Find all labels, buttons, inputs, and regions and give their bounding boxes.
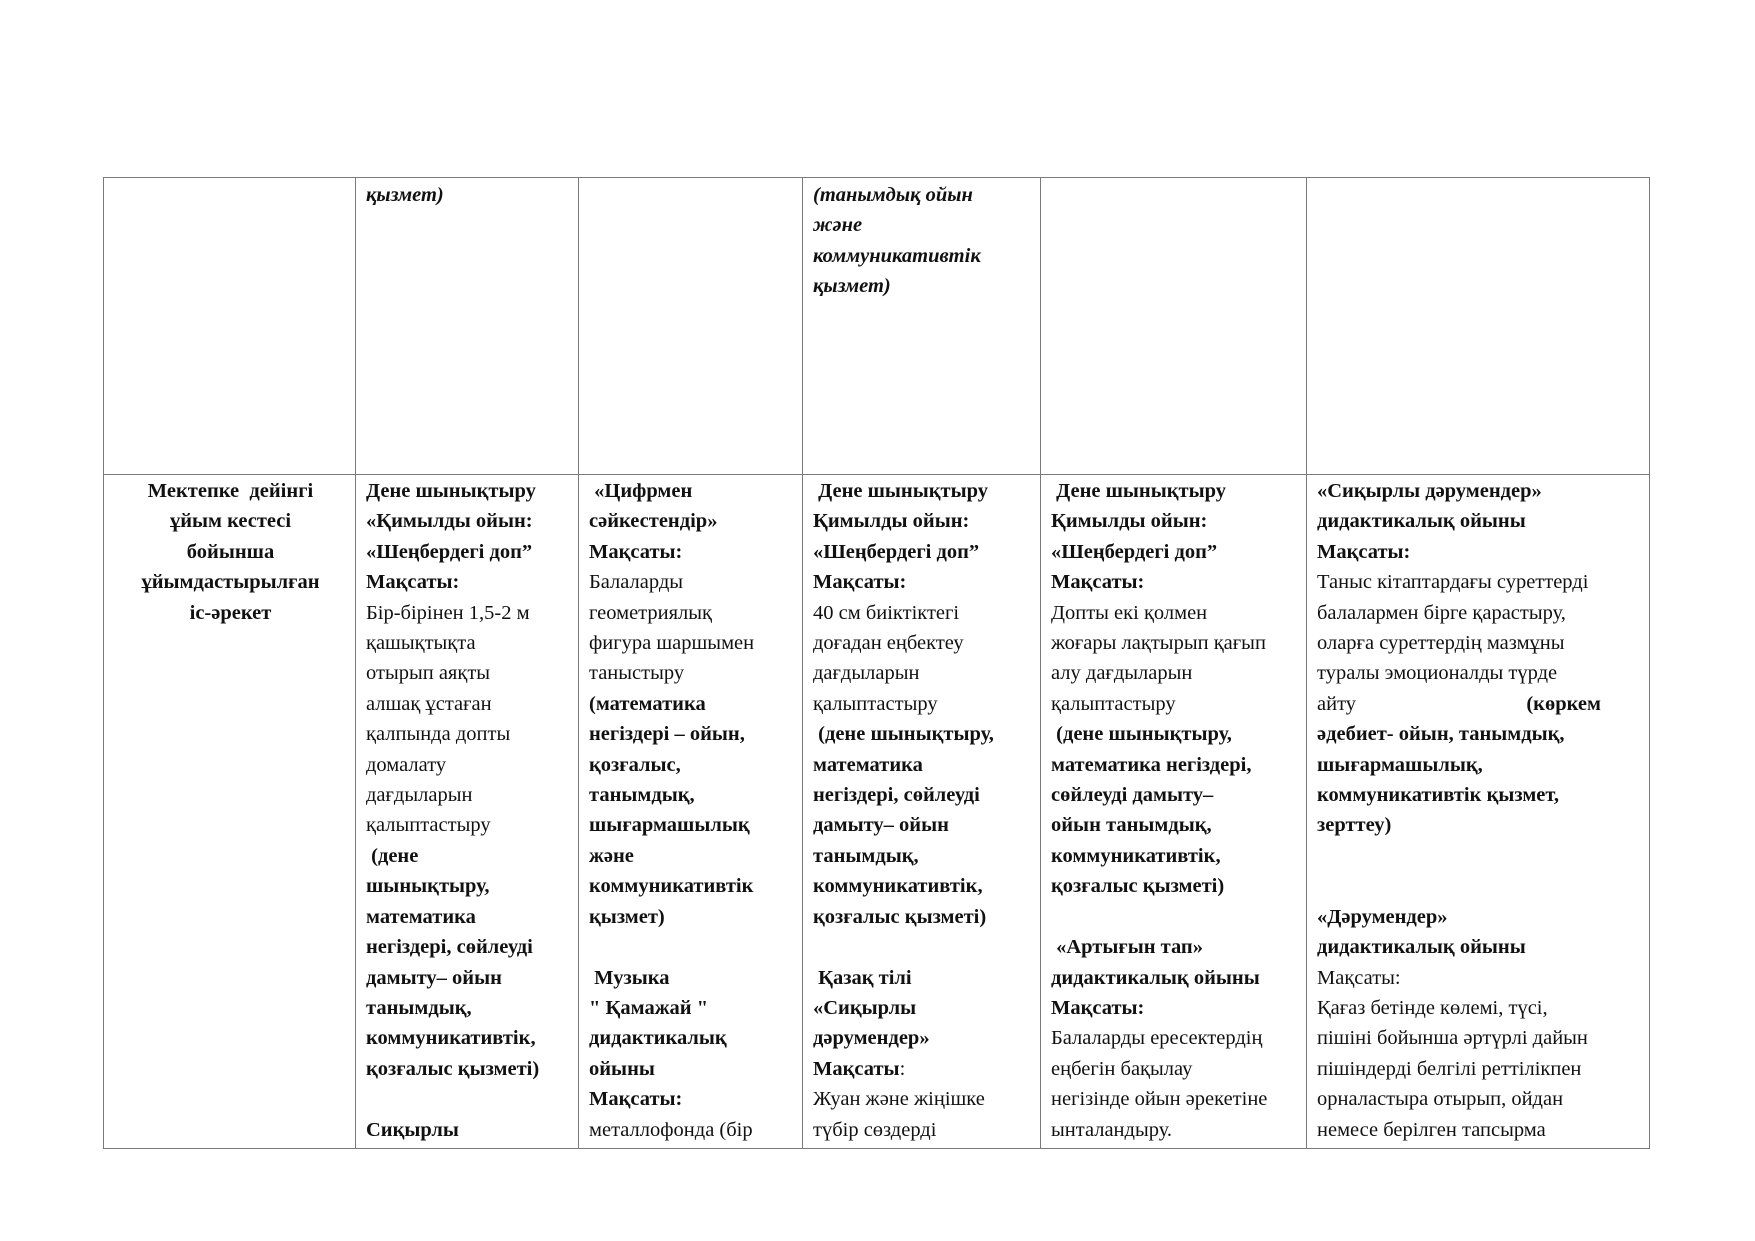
- cell-line: (танымдық ойын: [813, 184, 973, 206]
- cell-line: зерттеу): [1317, 814, 1392, 837]
- cell-line: Сиқырлы: [366, 1118, 459, 1141]
- row1-col6-cell: [1307, 178, 1650, 475]
- cell-line: және: [589, 844, 634, 867]
- cell-line: Жуан және жіңішке: [813, 1088, 985, 1111]
- cell-line: танымдық,: [813, 844, 919, 867]
- cell-line: таныстыру: [589, 662, 685, 685]
- cell-line: «Сиқырлы: [813, 996, 917, 1019]
- row1-col4-cell: [803, 178, 1041, 475]
- cell-line: (математика: [589, 692, 706, 715]
- cell-line: (дене: [366, 844, 419, 867]
- cell-line: дидактикалық ойыны: [1051, 966, 1260, 989]
- cell-line: негіздері, сөйлеуді: [813, 784, 980, 807]
- cell-line: математика: [813, 753, 923, 776]
- cell-line: дағдыларын: [366, 784, 473, 807]
- cell-line: іс-әрекет: [189, 601, 272, 624]
- cell-line: қозғалыс қызметі): [1051, 875, 1225, 898]
- cell-line: оларға суреттердің мазмұны: [1317, 632, 1565, 655]
- cell-line: (дене шынықтыру,: [1051, 723, 1232, 746]
- cell-line: коммуникативтік: [589, 875, 754, 898]
- blank-line: [1051, 902, 1298, 932]
- cell-line: шығармашылық: [589, 814, 750, 837]
- row1-col3-cell: [579, 178, 803, 475]
- cell-line: ұйымдастырылған: [141, 571, 320, 594]
- cell-line: түбір сөздерді: [813, 1118, 937, 1141]
- goal-colon: :: [899, 1057, 906, 1080]
- cell-line: қалпында допты: [366, 723, 511, 746]
- cell-line: ойын танымдық,: [1051, 814, 1212, 837]
- cell-line: жоғары лақтырып қағып: [1051, 632, 1266, 655]
- cell-line: Мақсаты:: [366, 571, 460, 594]
- goal-label: Мақсаты: [813, 1057, 900, 1080]
- cell-line: отырып аяқты: [366, 662, 491, 685]
- table-row: [104, 475, 1650, 1149]
- cell-line: сәйкестендір»: [589, 510, 718, 533]
- cell-line: Мақсаты:: [1317, 540, 1411, 563]
- goal-line: [813, 1054, 1032, 1084]
- cell-line: математика негіздері,: [1051, 753, 1252, 776]
- cell-line: негіздері, сөйлеуді: [366, 936, 533, 959]
- cell-line: бойынша: [186, 540, 275, 563]
- cell-line: «Шеңбердегі доп”: [813, 540, 980, 563]
- cell-line: сөйлеуді дамыту–: [1051, 784, 1214, 807]
- cell-line: дамыту– ойын: [813, 814, 949, 837]
- cell-line: қызмет): [813, 275, 891, 298]
- cell-line: «Қимылды ойын:: [366, 510, 533, 533]
- cell-line: Бір-бірінен 1,5-2 м: [366, 601, 530, 624]
- cell-line: алшақ ұстаған: [366, 692, 492, 715]
- cell-line: дамыту– ойын: [366, 966, 502, 989]
- cell-text: (көркем: [1526, 692, 1601, 715]
- cell-line: еңбегін бақылау: [1051, 1057, 1193, 1080]
- cell-line: орналастыра отырып, ойдан: [1317, 1088, 1564, 1111]
- cell-line: танымдық,: [366, 996, 472, 1019]
- cell-line: ұйым кестесі: [169, 510, 292, 533]
- cell-line: шығармашылық,: [1317, 753, 1483, 776]
- cell-line: қызмет): [366, 184, 444, 206]
- cell-line: Балаларды ересектердің: [1051, 1027, 1263, 1050]
- cell-line: Мақсаты:: [589, 1088, 683, 1111]
- cell-line: Дене шынықтыру: [366, 480, 536, 502]
- cell-line: әдебиет- ойын, танымдық,: [1317, 723, 1565, 746]
- cell-line: пішіндерді белгілі реттілікпен: [1317, 1057, 1582, 1080]
- cell-line: «Цифрмен: [589, 480, 693, 502]
- cell-line: Қимылды ойын:: [813, 510, 970, 533]
- cell-line: «Шеңбердегі доп”: [366, 540, 533, 563]
- cell-line: Мектепке дейінгі: [147, 480, 314, 502]
- cell-line: туралы эмоционалды түрде: [1317, 662, 1558, 685]
- cell-line: Қағаз бетінде көлемі, түсі,: [1317, 996, 1548, 1019]
- cell-line: Мақсаты:: [1051, 571, 1145, 594]
- cell-line: металлофонда (бір: [589, 1118, 753, 1141]
- cell-line: негіздері – ойын,: [589, 723, 745, 746]
- cell-line: дәрумендер»: [813, 1027, 930, 1050]
- cell-line: 40 см биіктіктегі: [813, 601, 960, 624]
- row1-col5-cell: [1041, 178, 1307, 475]
- cell-line: қалыптастыру: [366, 814, 491, 837]
- cell-line: шынықтыру,: [366, 875, 490, 898]
- wednesday-activity-cell: [803, 475, 1041, 1149]
- cell-line: «Шеңбердегі доп”: [1051, 540, 1218, 563]
- friday-activity-cell: [1307, 475, 1650, 1149]
- cell-line: фигура шаршымен: [589, 632, 755, 655]
- cell-line: қозғалыс,: [589, 753, 681, 776]
- cell-line: Балаларды: [589, 571, 684, 594]
- cell-line: Мақсаты:: [1051, 996, 1145, 1019]
- blank-line: [1317, 871, 1641, 901]
- cell-line: коммуникативтік,: [1051, 844, 1221, 867]
- cell-line: қалыптастыру: [813, 692, 938, 715]
- cell-line: Қимылды ойын:: [1051, 510, 1208, 533]
- cell-line: қызмет): [589, 905, 665, 928]
- blank-line: [813, 932, 1032, 962]
- cell-line: Қазақ тілі: [813, 966, 912, 989]
- monday-activity-cell: [356, 475, 579, 1149]
- cell-line: Таныс кітаптардағы суреттерді: [1317, 571, 1589, 594]
- cell-line: домалату: [366, 753, 447, 776]
- cell-line: қалыптастыру: [1051, 692, 1176, 715]
- cell-line: " Қамажай ": [589, 996, 709, 1019]
- cell-line: Допты екі қолмен: [1051, 601, 1208, 624]
- thursday-activity-cell: [1041, 475, 1307, 1149]
- cell-line: ынталандыру.: [1051, 1118, 1173, 1141]
- cell-line: Мақсаты:: [1317, 966, 1401, 989]
- cell-line: немесе берілген тапсырма: [1317, 1118, 1546, 1141]
- cell-line: коммуникативтік: [813, 244, 981, 267]
- cell-line: дидактикалық ойыны: [1317, 936, 1526, 959]
- tuesday-activity-cell: [579, 475, 803, 1149]
- cell-line: «Дәрумендер»: [1317, 905, 1448, 928]
- schedule-table: [103, 177, 1650, 1149]
- cell-line: балалармен бірге қарастыру,: [1317, 601, 1566, 624]
- cell-line: Дене шынықтыру: [1051, 480, 1227, 502]
- cell-line: дидактикалық: [589, 1027, 727, 1050]
- cell-line: қозғалыс қызметі): [366, 1057, 540, 1080]
- cell-line: математика: [366, 905, 476, 928]
- cell-line: «Сиқырлы дәрумендер»: [1317, 480, 1542, 502]
- blank-line: [589, 932, 794, 962]
- cell-line: доғадан еңбектеу: [813, 632, 964, 655]
- cell-line: Дене шынықтыру: [813, 480, 989, 502]
- cell-line: танымдық,: [589, 784, 695, 807]
- cell-line: ойыны: [589, 1057, 655, 1080]
- row1-col1-cell: [104, 178, 356, 475]
- blank-line: [366, 1084, 570, 1114]
- cell-line: дағдыларын: [813, 662, 920, 685]
- row1-col2-cell: [356, 178, 579, 475]
- cell-line: коммуникативтік,: [366, 1027, 536, 1050]
- cell-line: геометриялық: [589, 601, 712, 624]
- cell-line: қашықтықта: [366, 632, 476, 655]
- cell-line: дидактикалық ойыны: [1317, 510, 1526, 533]
- cell-line: (дене шынықтыру,: [813, 723, 994, 746]
- cell-line: коммуникативтік,: [813, 875, 983, 898]
- cell-line: пішіні бойынша әртүрлі дайын: [1317, 1027, 1588, 1050]
- cell-line: Мақсаты:: [589, 540, 683, 563]
- cell-line: «Артығын тап»: [1051, 936, 1203, 959]
- cell-text: айту: [1317, 692, 1357, 715]
- table-row: [104, 178, 1650, 475]
- justified-line: [1317, 689, 1641, 719]
- cell-line: алу дағдыларын: [1051, 662, 1193, 685]
- cell-line: коммуникативтік қызмет,: [1317, 784, 1560, 807]
- cell-line: Мақсаты:: [813, 571, 907, 594]
- cell-line: қозғалыс қызметі): [813, 905, 987, 928]
- blank-line: [1317, 841, 1641, 871]
- cell-line: Музыка: [589, 966, 670, 989]
- activity-label-cell: [104, 475, 356, 1149]
- cell-line: негізінде ойын әрекетіне: [1051, 1088, 1268, 1111]
- cell-line: және: [813, 214, 863, 237]
